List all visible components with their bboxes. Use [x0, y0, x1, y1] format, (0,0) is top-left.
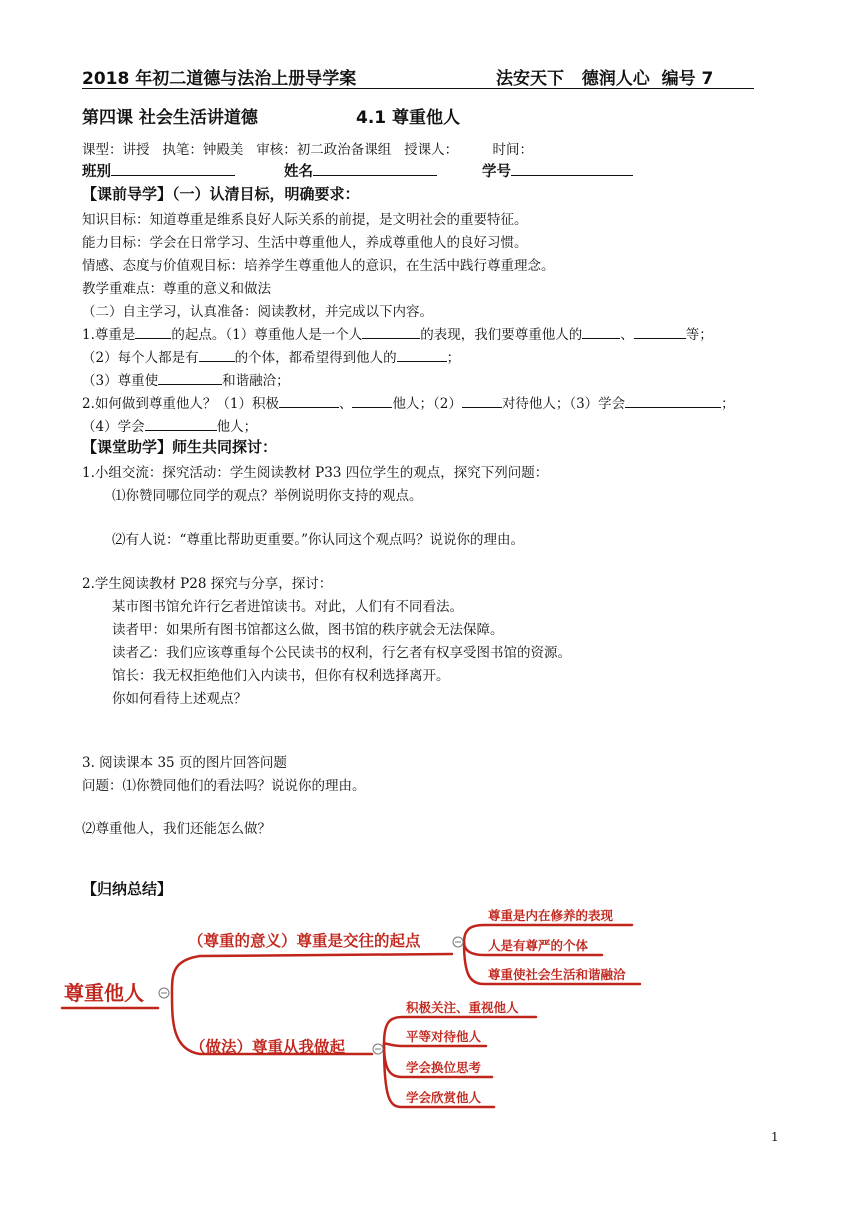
info-line: 课型：讲授 执笔：钟殿美 审核：初二政治备课组 授课人： 时间： [82, 142, 533, 158]
header-right: 法安天下 德润人心 编号 7 [496, 69, 714, 89]
class-item-1-q1: ⑴你赞同哪位同学的观点？举例说明你支持的观点。 [112, 488, 423, 504]
q1-2-text-b: 的个体，都希望得到他人的 [234, 350, 397, 366]
class-item-1-q2: ⑵有人说：“尊重比帮助更重要。”你认同这个观点吗？说说你的理由。 [112, 532, 525, 548]
q2-text-a: 2.如何做到尊重他人？（1）积极 [82, 396, 279, 412]
q2-4-text-b: 他人； [216, 419, 258, 435]
q1-text-e: 等； [685, 327, 713, 343]
branch1-leaf-2: 人是有尊严的个体 [488, 938, 589, 953]
lesson-title: 第四课 社会生活讲道德 [82, 108, 258, 128]
q2-text-e: ； [721, 396, 735, 412]
q2-4-text-a: （4）学会 [82, 419, 145, 435]
q1-3-text-a: （3）尊重使 [82, 373, 159, 389]
q1-text-d: 、 [620, 327, 634, 343]
q1-3-text-b: 和谐融洽； [222, 373, 290, 389]
knowledge-goal: 知识目标：知道尊重是维系良好人际关系的前提，是文明社会的重要特征。 [82, 212, 528, 228]
self-study: （二）自主学习，认真准备：阅读教材，并完成以下内容。 [82, 304, 433, 320]
branch1-leaf-3: 尊重使社会生活和谐融洽 [488, 967, 626, 982]
emotion-goal: 情感、态度与价值观目标：培养学生尊重他人的意识，在生活中践行尊重理念。 [82, 258, 555, 274]
pre-heading-bracket: 【课前导学】 [82, 185, 173, 203]
pre-heading-rest: （一）认清目标，明确要求： [172, 185, 360, 203]
class-item-2-line-1: 某市图书馆允许行乞者进馆读书。对此，人们有不同看法。 [112, 599, 463, 615]
q1-2-text-c: ； [446, 350, 461, 366]
class-item-2: 2.学生阅读教材 P28 探究与分享，探讨： [82, 576, 333, 592]
branch2-leaf-3: 学会换位思考 [406, 1060, 482, 1075]
class-item-2-line-2: 读者甲：如果所有图书馆都这么做，图书馆的秩序就会无法保障。 [112, 622, 504, 638]
class-item-2-line-5: 你如何看待上述观点？ [112, 691, 247, 707]
q2-text-d: 对待他人；（3）学会 [501, 396, 626, 412]
mind-map-branch-2: （做法）尊重从我做起 [190, 1038, 346, 1056]
class-heading-rest: 师生共同探讨： [172, 438, 278, 456]
page-number: 1 [771, 1130, 779, 1144]
class-item-3-q2: ⑵尊重他人，我们还能怎么做？ [82, 821, 271, 837]
class-item-1: 1.小组交流：探究活动：学生阅读教材 P33 四位学生的观点，探究下列问题： [82, 465, 549, 481]
summary-heading: 【归纳总结】 [82, 880, 173, 898]
lesson-section: 4.1 尊重他人 [356, 108, 461, 128]
key-points: 教学重难点：尊重的意义和做法 [82, 281, 271, 297]
header-left: 2018 年初二道德与法治上册导学案 [82, 69, 357, 89]
q2-text-c: 他人；（2） [392, 396, 462, 412]
q1-2-text-a: （2）每个人都是有 [82, 350, 199, 366]
branch1-connector [172, 954, 452, 993]
branch2-leaf-2: 平等对待他人 [406, 1029, 482, 1044]
id-label: 学号 [482, 164, 511, 180]
mind-map-root: 尊重他人 [64, 981, 144, 1005]
mind-map-branch-1: （尊重的意义）尊重是交往的起点 [188, 932, 421, 950]
class-item-3-q1: 问题：⑴你赞同他们的看法吗？说说你的理由。 [82, 778, 366, 794]
class-item-3: 3. 阅读课本 35 页的图片回答问题 [82, 755, 287, 771]
ability-goal: 能力目标：学会在日常学习、生活中尊重他人，养成尊重他人的良好习惯。 [82, 235, 528, 251]
branch2-leaf-1: 积极关注、重视他人 [406, 1000, 519, 1015]
branch2-leaf-4: 学会欣赏他人 [406, 1090, 482, 1105]
branch1-leaf-1: 尊重是内在修养的表现 [488, 908, 614, 923]
class-label: 班别 [82, 164, 111, 180]
name-label: 姓名 [284, 164, 313, 180]
q1-text-b: 的起点。（1）尊重他人是一个人 [171, 327, 363, 343]
class-heading-bracket: 【课堂助学】 [82, 438, 173, 456]
class-item-2-line-3: 读者乙：我们应该尊重每个公民读书的权利，行乞者有权享受图书馆的资源。 [112, 645, 571, 661]
q1-text-a: 1.尊重是 [82, 327, 136, 343]
q2-text-b: 、 [338, 396, 353, 412]
class-item-2-line-4: 馆长：我无权拒绝他们入内读书，但你有权利选择离开。 [112, 668, 450, 684]
q1-text-c: 的表现，我们要尊重他人的 [420, 327, 583, 343]
